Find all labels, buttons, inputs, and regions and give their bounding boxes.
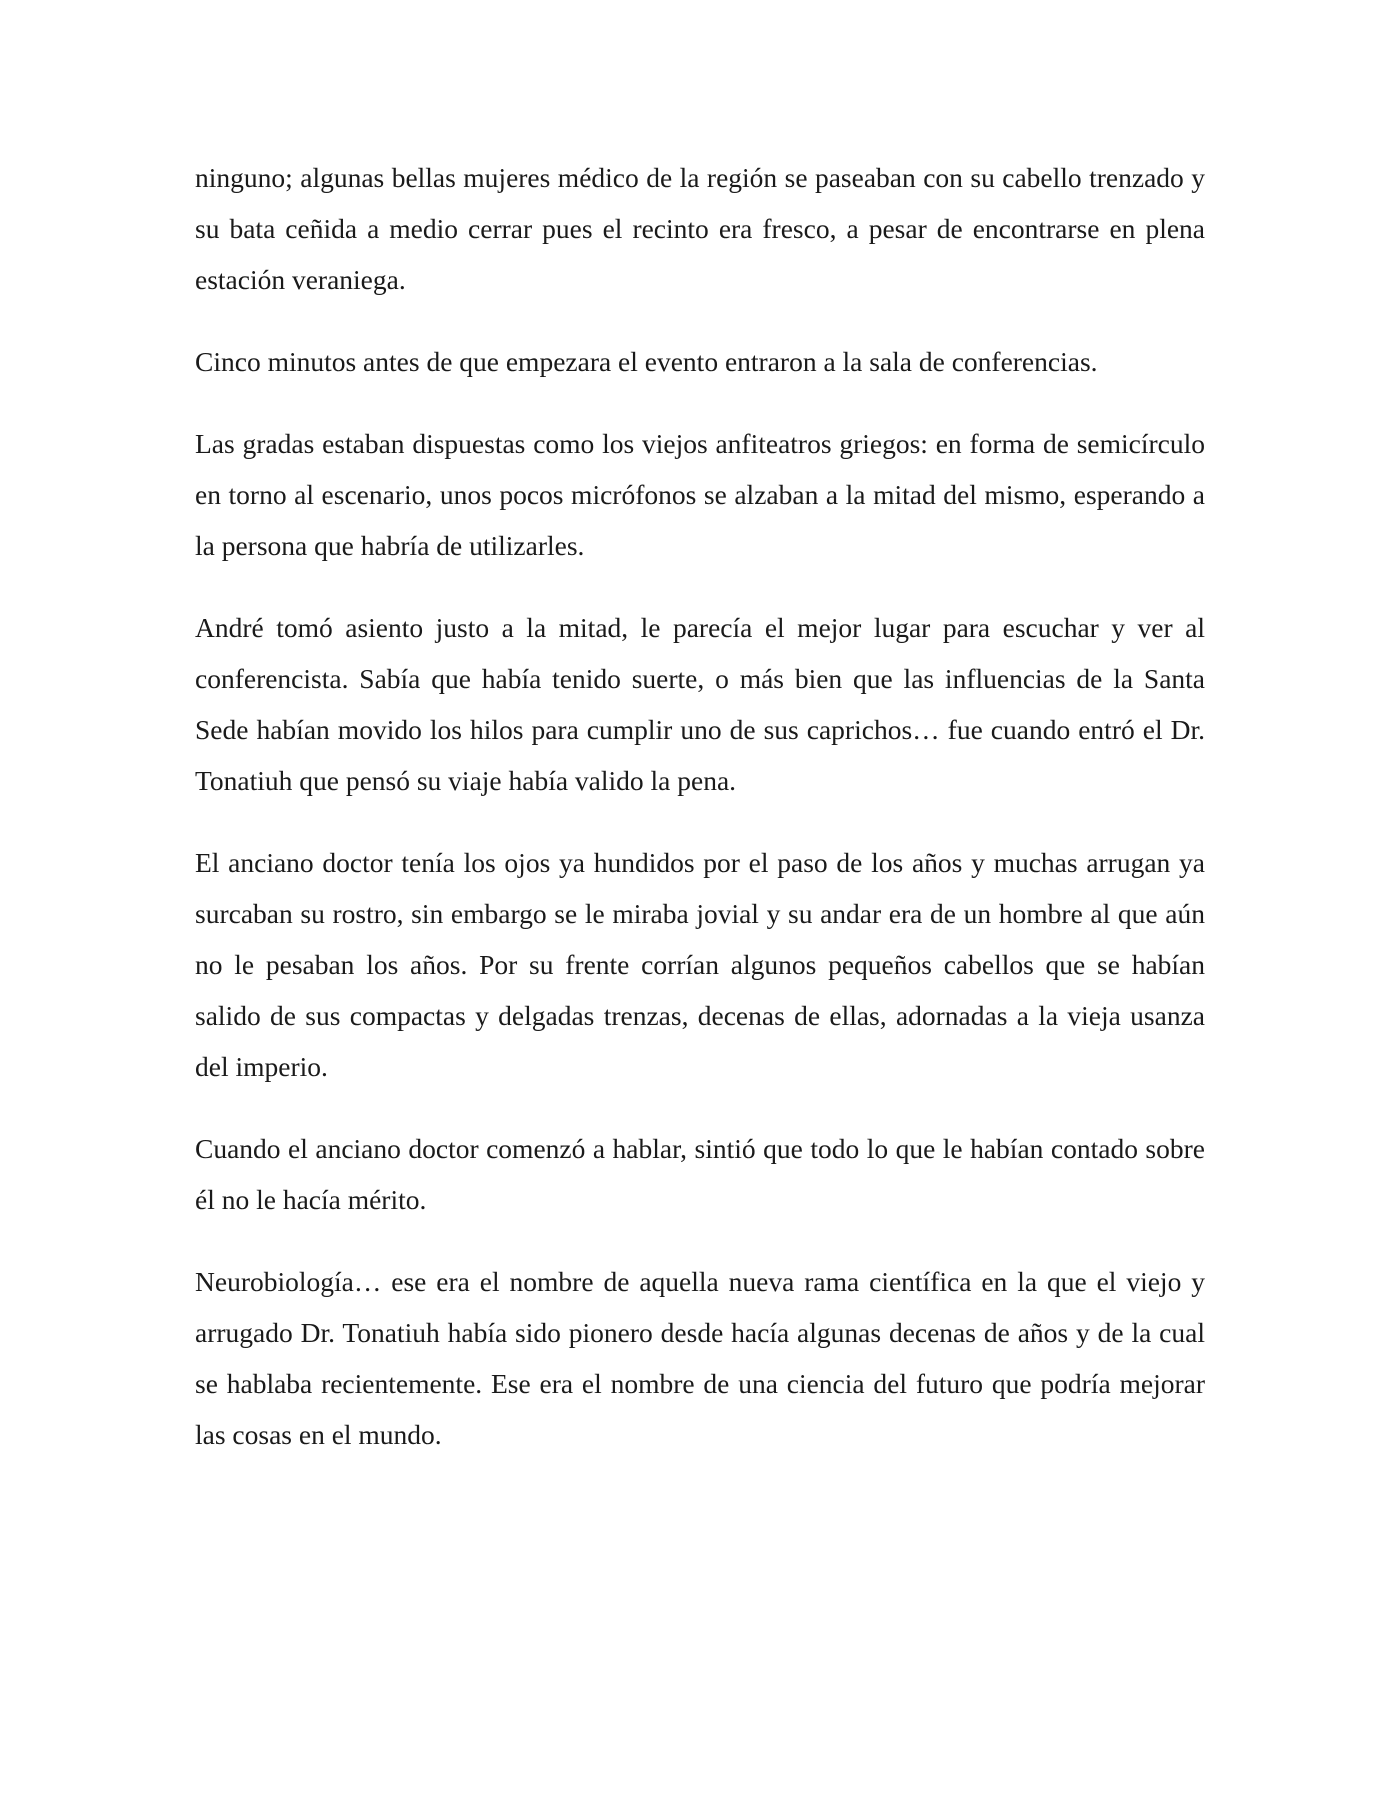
body-text (195, 152, 1205, 1491)
paragraph-6: Cuando el anciano doctor comenzó a hablar, sintió que todo lo que le habían contado sobre él no le hacía mérito. (195, 1133, 1205, 1215)
paragraph-1: ninguno; algunas bellas mujeres médico de la región se paseaban con su cabello trenzado y su bata ceñida a medio cerrar pues el recinto era fresco, a pesar de encontrarse en plena estación veraniega. (195, 162, 1205, 295)
paragraph-2: Cinco minutos antes de que empezara el evento entraron a la sala de conferencias. (195, 346, 1098, 377)
paragraph-5: El anciano doctor tenía los ojos ya hundidos por el paso de los años y muchas arrugan ya surcaban su rostro, sin embargo se le miraba jovial y su andar era de un hombre al que aún no le pesaban los años. Por su frente corrían algunos pequeños cabellos que se habían salido de sus compactas y delgadas trenzas, decenas de ellas, adornadas a la vieja usanza del imperio. (195, 847, 1205, 1082)
paragraph-3: Las gradas estaban dispuestas como los viejos anfiteatros griegos: en forma de semicírculo en torno al escenario, unos pocos micrófonos se alzaban a la mitad del mismo, esperando a la persona que habría de utilizarles. (195, 428, 1205, 561)
paragraph-4: André tomó asiento justo a la mitad, le parecía el mejor lugar para escuchar y ver al conferencista. Sabía que había tenido suerte, o más bien que las influencias de la Santa Sede habían movido los hilos para cumplir uno de sus caprichos… fue cuando entró el Dr. Tonatiuh que pensó su viaje había valido la pena. (195, 612, 1205, 796)
paragraph-7: Neurobiología… ese era el nombre de aquella nueva rama científica en la que el viejo y arrugado Dr. Tonatiuh había sido pionero desde hacía algunas decenas de años y de la cual se hablaba recientemente. Ese era el nombre de una ciencia del futuro que podría mejorar las cosas en el mundo. (195, 1266, 1205, 1450)
